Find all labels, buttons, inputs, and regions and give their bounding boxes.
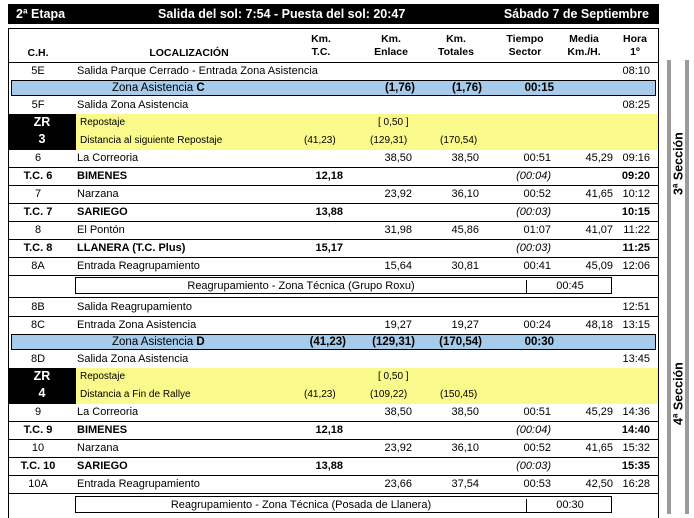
table-row: 8C Entrada Zona Asistencia 19,27 19,27 00:24 48,18 13:15: [9, 316, 658, 334]
col-km-enlace: Km. Enlace: [374, 33, 408, 58]
table-row: 9 La Correoria 38,50 38,50 00:51 45,29 14:36: [34, 406, 650, 418]
col-km-totales: Km. Totales: [438, 33, 474, 58]
table-row: 10A Entrada Reagrupamiento 23,66 37,54 00:53 42,50 16:28: [9, 475, 658, 493]
table-row: 8B Salida Reagrupamiento 12:51: [31, 301, 650, 313]
table-row: 6 La Correoria 38,50 38,50 00:51 45,29 09:16: [34, 152, 650, 164]
col-hora: Hora 1º: [623, 33, 647, 58]
zr-badge: ZR 3: [9, 114, 75, 150]
table-row: 5F Salida Zona Asistencia 08:25: [31, 99, 650, 111]
table-header: [9, 29, 658, 61]
table-row: 5E Salida Parque Cerrado - Entrada Zona Asistencia 08:10: [9, 62, 658, 80]
section-3-label: 3$^a$ Sección: [670, 132, 686, 195]
table-row: 8 El Pontón 31,98 45,86 01:07 41,07 11:22: [9, 221, 658, 239]
table-row: T.C. 8 LLANERA (T.C. Plus) 15,17 (00:03) 11:25: [9, 239, 658, 257]
section-3-tab: [667, 60, 689, 270]
table-row: T.C. 9 BIMENES 12,18 (00:04) 14:40: [9, 421, 658, 439]
section-4-tab: [667, 268, 689, 514]
regroup-box: Reagrupamiento - Zona Técnica (Grupo Roxu) 00:45: [75, 277, 612, 294]
table-row: T.C. 7 SARIEGO 13,88 (00:03) 10:15: [9, 203, 658, 221]
col-ch: C.H.: [27, 47, 49, 59]
section-4-label: 4$^a$ Sección: [670, 362, 686, 425]
table-row: T.C. 10 SARIEGO 13,88 (00:03) 15:35: [9, 457, 658, 475]
table-row: 7 Narzana 23,92 36,10 00:52 41,65 10:12: [9, 185, 658, 203]
table-row: 8A Entrada Reagrupamiento 15,64 30,81 00:41 45,09 12:06: [9, 257, 658, 275]
col-km-tc: Km. T.C.: [311, 33, 331, 58]
refuel-zone-4: ZR 4 Repostaje [ 0,50 ] Distancia a Fin de Rallye (41,23) (109,22) (150,45): [9, 368, 658, 404]
col-media: Media Km./H.: [567, 33, 601, 58]
assistance-zone-c: Zona Asistencia C (1,76) (1,76) 00:15: [11, 80, 656, 96]
zr-badge: ZR 4: [9, 368, 75, 404]
stage-header-bar: [8, 4, 659, 24]
table-row: 8D Salida Zona Asistencia 13:45: [30, 353, 650, 365]
stage-label: 2ª Etapa: [16, 7, 66, 21]
table-row: 10 Narzana 23,92 36,10 00:52 41,65 15:32: [9, 439, 658, 457]
stage-date: Sábado 7 de Septiembre: [503, 7, 649, 21]
col-tiempo-sector: Tiempo Sector: [506, 33, 544, 58]
col-localizacion: LOCALIZACIÓN: [149, 47, 229, 59]
sunrise-sunset: Salida del sol: 7:54 - Puesta del sol: 20:47: [158, 7, 406, 21]
table-row: T.C. 6 BIMENES 12,18 (00:04) 09:20: [9, 167, 658, 185]
assistance-zone-d: Zona Asistencia D (41,23) (129,31) (170,54) 00:30: [11, 334, 656, 350]
itinerary-table: [8, 28, 659, 518]
refuel-zone-3: ZR 3 Repostaje [ 0,50 ] Distancia al siguiente Repostaje (41,23) (129,31) (170,54): [9, 114, 658, 150]
regroup-box: Reagrupamiento - Zona Técnica (Posada de Llanera) 00:30: [75, 496, 612, 513]
